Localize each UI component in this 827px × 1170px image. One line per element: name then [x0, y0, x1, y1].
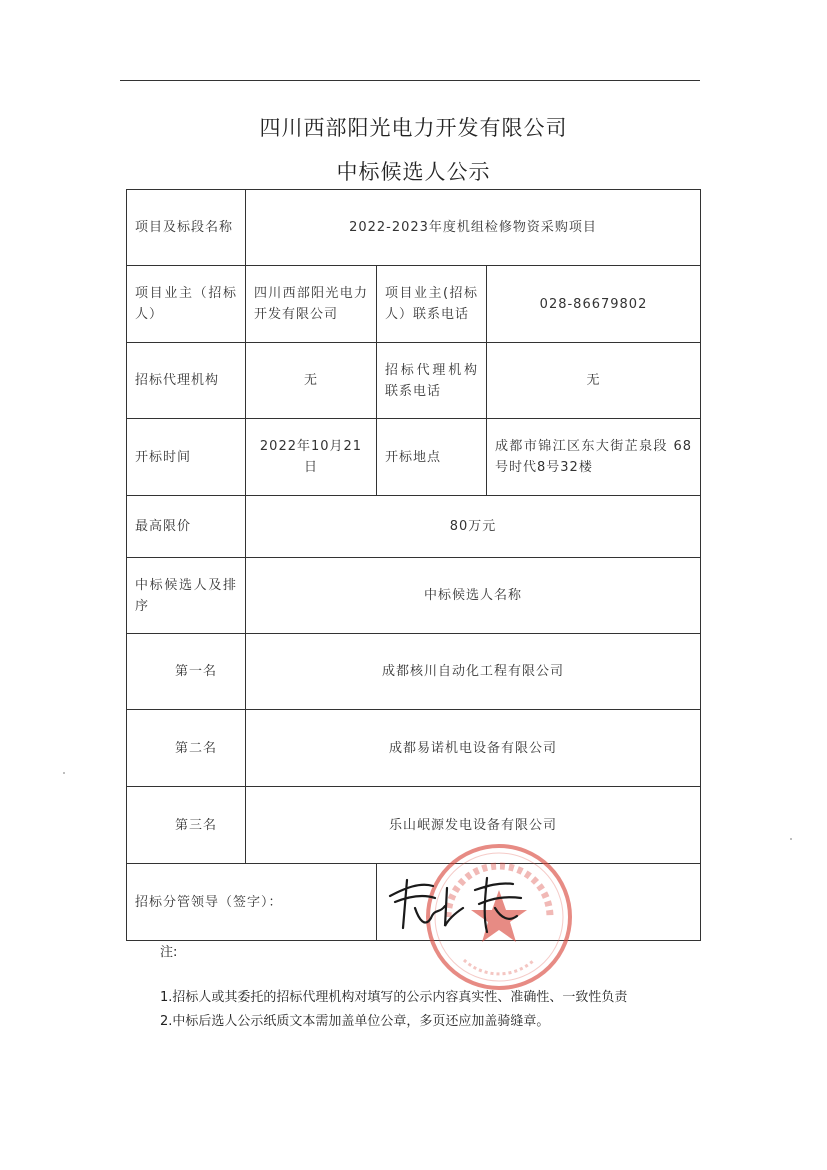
table-row	[127, 787, 701, 864]
notes-heading: 注:	[160, 945, 178, 960]
owner-label: 项目业主（招标人）	[127, 266, 246, 343]
owner-phone-label: 项目业主(招标人）联系电话	[377, 266, 487, 343]
signature-label: 招标分管领导（签字）：	[127, 864, 377, 941]
table-row	[127, 266, 701, 343]
candidate-second-name: 成都易诺机电设备有限公司	[246, 710, 701, 787]
project-label: 项目及标段名称	[127, 190, 246, 266]
top-rule	[120, 80, 700, 81]
owner-phone-value: 028-86679802	[487, 266, 701, 343]
agency-phone-label: 招标代理机构联系电话	[377, 343, 487, 419]
rank-second: 第二名	[127, 710, 246, 787]
owner-value: 四川西部阳光电力开发有限公司	[246, 266, 377, 343]
candidates-label: 中标候选人及排序	[127, 558, 246, 634]
open-place-label: 开标地点	[377, 419, 487, 496]
table-row	[127, 419, 701, 496]
candidate-table	[126, 189, 701, 941]
agency-label: 招标代理机构	[127, 343, 246, 419]
open-time-label: 开标时间	[127, 419, 246, 496]
rank-third: 第三名	[127, 787, 246, 864]
candidates-header: 中标候选人名称	[246, 558, 701, 634]
table-row	[127, 343, 701, 419]
candidate-third-name: 乐山岷源发电设备有限公司	[246, 787, 701, 864]
handwritten-signature-icon	[375, 868, 545, 938]
table-row	[127, 496, 701, 558]
note-item: 1.招标人或其委托的招标代理机构对填写的公示内容真实性、准确性、一致性负责	[160, 990, 628, 1005]
table-row	[127, 634, 701, 710]
table-row	[127, 190, 701, 266]
table-row	[127, 558, 701, 634]
agency-value: 无	[246, 343, 377, 419]
table-row	[127, 710, 701, 787]
agency-phone-value: 无	[487, 343, 701, 419]
company-name: 四川西部阳光电力开发有限公司	[259, 116, 568, 140]
scan-speck	[790, 838, 792, 840]
open-place-value: 成都市锦江区东大街芷泉段 68号时代8号32楼	[487, 419, 701, 496]
candidate-first-name: 成都核川自动化工程有限公司	[246, 634, 701, 710]
note-item: 2.中标后选人公示纸质文本需加盖单位公章，多页还应加盖骑缝章。	[160, 1014, 550, 1029]
open-time-value: 2022年10月21日	[246, 419, 377, 496]
document-title: 中标候选人公示	[336, 160, 491, 184]
max-price-label: 最高限价	[127, 496, 246, 558]
project-value: 2022-2023年度机组检修物资采购项目	[246, 190, 701, 266]
max-price-value: 80万元	[246, 496, 701, 558]
rank-first: 第一名	[127, 634, 246, 710]
scan-speck	[63, 772, 65, 774]
